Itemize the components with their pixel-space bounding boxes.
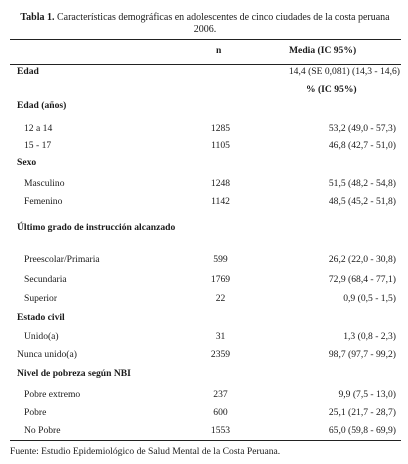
table-row (0, 254, 408, 268)
table-row (0, 293, 408, 307)
row-value: 98,7 (97,7 - 99,2) (328, 349, 396, 360)
row-value: 26,2 (22,0 - 30,8) (328, 254, 396, 265)
table-row (0, 100, 408, 114)
row-n: 1248 (210, 178, 231, 189)
row-n: 237 (213, 389, 228, 400)
table-row (0, 196, 408, 210)
row-value: 9,9 (7,5 - 13,0) (338, 389, 396, 400)
row-label: Unido(a) (24, 331, 59, 342)
row-label: Superior (24, 293, 58, 304)
row-label: Femenino (24, 196, 63, 207)
row-label: Pobre (24, 407, 47, 418)
row-label: Edad (17, 66, 39, 77)
row-value: 51,5 (48,2 - 54,8) (328, 178, 396, 189)
row-n: 22 (215, 293, 226, 304)
row-value: 25,1 (21,7 - 28,7) (328, 407, 396, 418)
row-n: 599 (213, 254, 228, 265)
row-label: 12 a 14 (24, 123, 53, 134)
row-n: 31 (215, 331, 226, 342)
table-row (0, 123, 408, 137)
table-row-edad (0, 66, 408, 80)
section-label: Último grado de instrucción alcanzado (17, 222, 176, 233)
section-label: Edad (años) (17, 100, 67, 111)
row-value: 65,0 (59,8 - 69,9) (328, 425, 396, 436)
section-label: Sexo (17, 157, 37, 168)
table-row (0, 157, 408, 171)
column-header-n: n (216, 45, 222, 56)
row-value: 14,4 (SE 0,081) (14,3 - 14,6) (288, 66, 400, 77)
row-value: 53,2 (49,0 - 57,3) (328, 123, 396, 134)
column-header-media: Media (IC 95%) (289, 45, 357, 56)
row-label: Masculino (24, 178, 65, 189)
row-n: 600 (213, 407, 228, 418)
row-value: 46,8 (42,7 - 51,0) (328, 140, 396, 151)
table-row (0, 178, 408, 192)
row-value: 72,9 (68,4 - 77,1) (328, 274, 396, 285)
row-n: 2359 (210, 349, 231, 360)
table-footnote: Fuente: Estudio Epidemiológico de Salud Mental de la Costa Peruana. (10, 446, 281, 457)
row-n: 1285 (210, 123, 231, 134)
caption-label: Tabla 1. (20, 12, 55, 23)
row-label: Secundaria (24, 274, 67, 285)
row-label: Preescolar/Primaria (24, 254, 100, 265)
header-rule (10, 64, 401, 65)
table-row (0, 407, 408, 421)
row-value: 48,5 (45,2 - 51,8) (328, 196, 396, 207)
row-value: 1,3 (0,8 - 2,3) (343, 331, 396, 342)
pct-subheader: % (IC 95%) (306, 84, 357, 95)
table-row (0, 331, 408, 345)
table-row (0, 389, 408, 403)
row-label: No Pobre (24, 425, 61, 436)
row-label: Pobre extremo (24, 389, 81, 400)
row-n: 1105 (211, 140, 230, 151)
row-label: Nunca unido(a) (17, 349, 77, 360)
row-n: 1553 (210, 425, 231, 436)
table-row (0, 349, 408, 363)
table-caption (20, 12, 390, 36)
row-n: 1769 (210, 274, 231, 285)
caption-text: Características demográficas en adolescentes de cinco ciudades de la costa peruana 2006. (56, 12, 390, 35)
section-label: Nivel de pobreza según NBI (17, 368, 131, 379)
row-label: 15 - 17 (24, 140, 52, 151)
table-row (0, 425, 408, 439)
bottom-rule (10, 440, 401, 441)
section-label: Estado civil (17, 312, 65, 323)
table-row (0, 140, 408, 154)
table-row (0, 274, 408, 288)
top-rule (10, 39, 401, 40)
table-row (0, 312, 408, 326)
row-n: 1142 (211, 196, 230, 207)
row-value: 0,9 (0,5 - 1,5) (343, 293, 396, 304)
table-row (0, 368, 408, 382)
